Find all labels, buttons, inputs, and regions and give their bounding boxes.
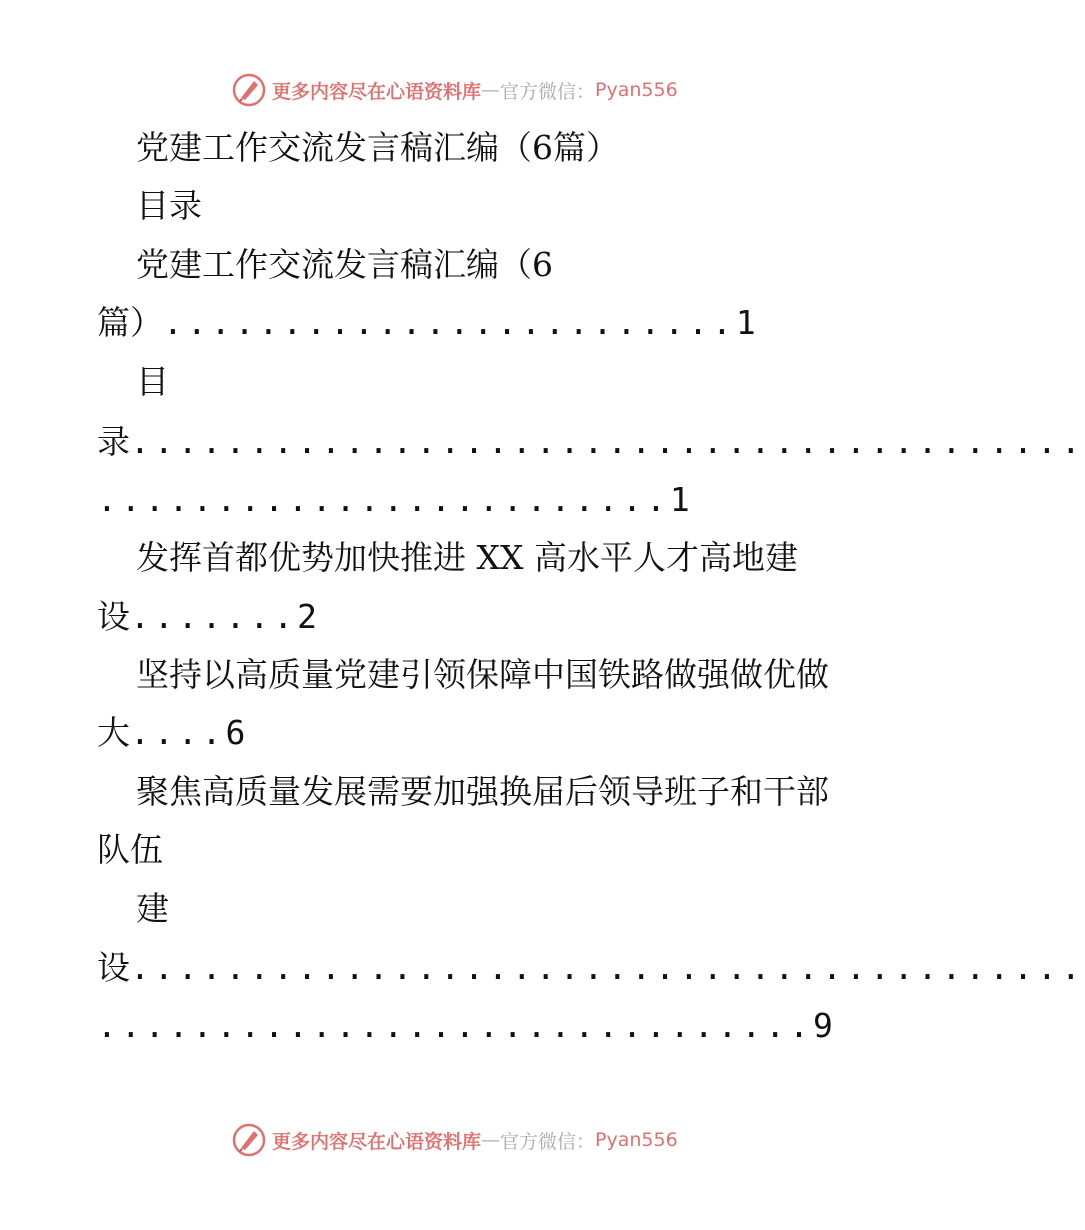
watermark-wechat-id: Pyan556 (595, 79, 678, 101)
toc-entry-2-text: 录 (97, 422, 130, 461)
toc-entry-1-line2 (97, 303, 756, 343)
footer-watermark (232, 1122, 678, 1158)
toc-entry-5-line4 (97, 948, 1085, 988)
toc-entry-3-page: 2 (297, 597, 317, 636)
watermark-wechat-id: Pyan556 (595, 1129, 678, 1151)
toc-entry-5-line1: 聚焦高质量发展需要加强换届后领导班子和干部 (136, 772, 829, 811)
document-title: 党建工作交流发言稿汇编（6篇） (136, 128, 619, 167)
toc-entry-5-leader: ........................................ (130, 948, 1085, 987)
watermark-separator: — (481, 79, 501, 101)
toc-entry-1-text: 篇） (97, 303, 163, 342)
toc-entry-2-leader-2: ........................ (97, 480, 670, 519)
toc-entry-3-text: 设 (97, 597, 130, 636)
toc-heading: 目录 (136, 186, 202, 225)
toc-entry-1-leader: ........................ (163, 303, 736, 342)
watermark-site-text: 更多内容尽在心语资料库 (272, 1130, 482, 1153)
toc-entry-3-line2 (97, 597, 317, 637)
pen-logo-icon (232, 1123, 266, 1157)
toc-entry-5-page: 9 (813, 1006, 833, 1045)
toc-entry-5-line5 (97, 1006, 833, 1046)
watermark-wechat-label: 官方微信： (500, 80, 596, 103)
toc-entry-5-leader-2: .............................. (97, 1006, 814, 1045)
toc-entry-3-line1: 发挥首都优势加快推进 XX 高水平人才高地建 (136, 538, 798, 577)
toc-entry-2-line2 (97, 422, 1085, 462)
toc-entry-4-page: 6 (225, 713, 246, 752)
header-watermark (232, 72, 678, 108)
toc-entry-2-page: 1 (669, 480, 690, 519)
toc-entry-4-leader: .... (130, 713, 226, 752)
toc-entry-2-line1: 目 (136, 362, 169, 401)
toc-entry-2-line3 (97, 480, 690, 520)
toc-entry-4-line2 (97, 713, 245, 753)
toc-entry-1-page: 1 (735, 303, 756, 342)
toc-entry-2-leader: ........................................ (130, 422, 1085, 461)
toc-entry-5-line2: 队伍 (97, 830, 163, 869)
pen-logo-icon (232, 73, 266, 107)
watermark-wechat-label: 官方微信： (500, 1130, 596, 1153)
watermark-site-text: 更多内容尽在心语资料库 (272, 80, 482, 103)
toc-entry-5-line3: 建 (136, 889, 169, 928)
toc-entry-5-text: 设 (97, 948, 130, 987)
watermark-separator: — (481, 1129, 501, 1151)
toc-entry-1-line1: 党建工作交流发言稿汇编（6 (136, 245, 553, 284)
toc-entry-4-line1: 坚持以高质量党建引领保障中国铁路做强做优做 (136, 655, 829, 694)
toc-entry-4-text: 大 (97, 713, 130, 752)
toc-entry-3-leader: ....... (130, 597, 298, 636)
